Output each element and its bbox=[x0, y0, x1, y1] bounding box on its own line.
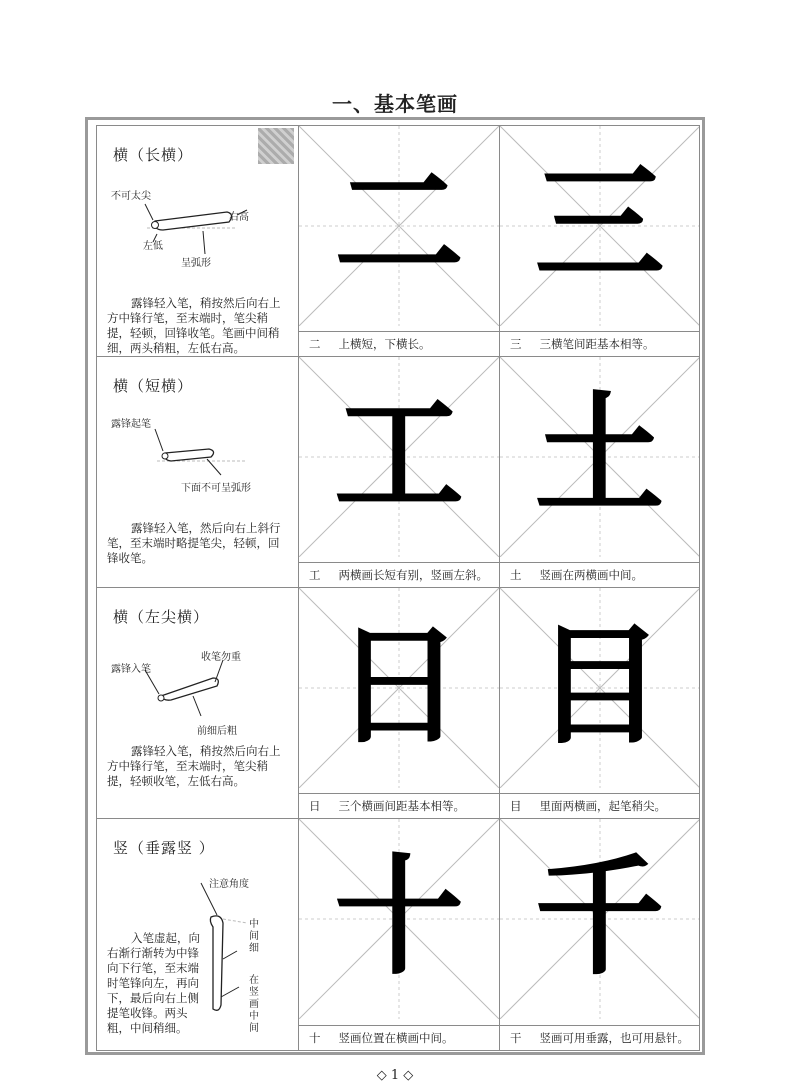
caption-character: 工 bbox=[309, 568, 321, 582]
page-number: ◇ 1 ◇ bbox=[376, 1068, 414, 1083]
example-cell bbox=[500, 357, 699, 587]
example-caption bbox=[299, 1025, 499, 1050]
example-caption bbox=[500, 331, 699, 356]
example-character: 土 bbox=[534, 378, 665, 531]
caption-text: 竖画在两横画中间。 bbox=[539, 568, 643, 582]
stroke-title: 竖（垂露竖 ） bbox=[113, 839, 215, 857]
stroke-diagram bbox=[97, 126, 299, 296]
caption-text: 里面两横画，起笔稍尖。 bbox=[539, 799, 666, 813]
example-caption bbox=[299, 331, 499, 356]
example-cell bbox=[299, 588, 500, 818]
example-character: 工 bbox=[333, 378, 464, 531]
example-cell bbox=[299, 819, 500, 1050]
example-caption bbox=[500, 562, 699, 587]
stroke-row-long-horizontal bbox=[96, 125, 700, 357]
example-caption bbox=[299, 562, 499, 587]
stroke-row-dew-drop-vertical bbox=[96, 818, 700, 1051]
note-right-high: 右高 bbox=[229, 212, 249, 223]
example-character: 二 bbox=[333, 147, 464, 300]
caption-text: 三横笔间距基本相等。 bbox=[539, 337, 655, 351]
caption-character: 三 bbox=[510, 337, 522, 351]
example-caption bbox=[500, 1025, 699, 1050]
note-left-low: 左低 bbox=[143, 241, 163, 252]
note-thin-to-thick: 前细后粗 bbox=[197, 726, 237, 737]
example-cell bbox=[500, 126, 699, 356]
caption-character: 二 bbox=[309, 337, 321, 351]
stroke-description-cell bbox=[97, 126, 299, 356]
note-arc-shape: 呈弧形 bbox=[181, 258, 211, 269]
example-cell bbox=[299, 357, 500, 587]
stroke-description-cell bbox=[97, 357, 299, 587]
caption-character: 日 bbox=[309, 799, 321, 813]
note-in-stroke-middle: 在竖画中间 bbox=[249, 975, 259, 1034]
stroke-description: 露锋轻入笔，稍按然后向右上方中锋行笔，至末端时，笔尖稍提，轻顿，回锋收笔。笔画中间稍细，两头稍粗，左低右高。 bbox=[107, 296, 281, 355]
stroke-description-cell bbox=[97, 819, 299, 1050]
caption-character: 土 bbox=[510, 568, 522, 582]
stroke-row-short-horizontal bbox=[96, 356, 700, 588]
note-mind-angle: 注意角度 bbox=[209, 879, 249, 890]
note-exposed-tip-start: 露锋起笔 bbox=[111, 419, 151, 430]
note-no-arc-below: 下面不可呈弧形 bbox=[181, 483, 251, 494]
note-not-too-sharp: 不可太尖 bbox=[111, 191, 151, 202]
practice-table bbox=[85, 117, 705, 1055]
stroke-description: 露锋轻入笔，稍按然后向右上方中锋行笔，至末端时，笔尖稍提，轻顿收笔，左低右高。 bbox=[107, 744, 281, 788]
example-character: 目 bbox=[534, 609, 665, 762]
example-caption bbox=[500, 793, 699, 818]
stroke-title: 横（长横） bbox=[113, 146, 194, 164]
note-exposed-tip-entry: 露锋入笔 bbox=[111, 664, 151, 675]
caption-text: 三个横画间距基本相等。 bbox=[338, 799, 465, 813]
note-light-ending: 收笔勿重 bbox=[201, 652, 241, 663]
example-character: 三 bbox=[534, 147, 665, 300]
caption-text: 竖画位置在横画中间。 bbox=[338, 1031, 454, 1045]
example-character: 十 bbox=[333, 840, 464, 993]
caption-character: 目 bbox=[510, 799, 522, 813]
caption-text: 两横画长短有别，竖画左斜。 bbox=[338, 568, 488, 582]
stroke-description: 露锋轻入笔，然后向右上斜行笔，至末端时略提笔尖，轻顿，回锋收笔。 bbox=[107, 521, 281, 565]
caption-character: 十 bbox=[309, 1031, 321, 1045]
example-cell bbox=[500, 588, 699, 818]
example-cell bbox=[299, 126, 500, 356]
example-character: 日 bbox=[333, 609, 464, 762]
note-middle-thin: 中间细 bbox=[249, 919, 259, 954]
page-title: 一、基本笔画 bbox=[332, 92, 458, 116]
stroke-row-left-pointed-horizontal bbox=[96, 587, 700, 819]
example-cell bbox=[500, 819, 699, 1050]
stroke-title: 横（短横） bbox=[113, 377, 194, 395]
example-character: 千 bbox=[534, 840, 665, 993]
stroke-title: 横（左尖横） bbox=[113, 608, 210, 626]
stroke-description-cell bbox=[97, 588, 299, 818]
example-caption bbox=[299, 793, 499, 818]
caption-text: 竖画可用垂露，也可用悬针。 bbox=[539, 1031, 689, 1045]
caption-character: 干 bbox=[510, 1031, 522, 1045]
caption-text: 上横短，下横长。 bbox=[338, 337, 431, 351]
stroke-description: 入笔虚起，向右渐行渐转为中锋向下行笔，至末端时笔锋向左，再向下，最后向右上侧提笔收锋。两头粗，中间稍细。 bbox=[107, 931, 200, 1035]
